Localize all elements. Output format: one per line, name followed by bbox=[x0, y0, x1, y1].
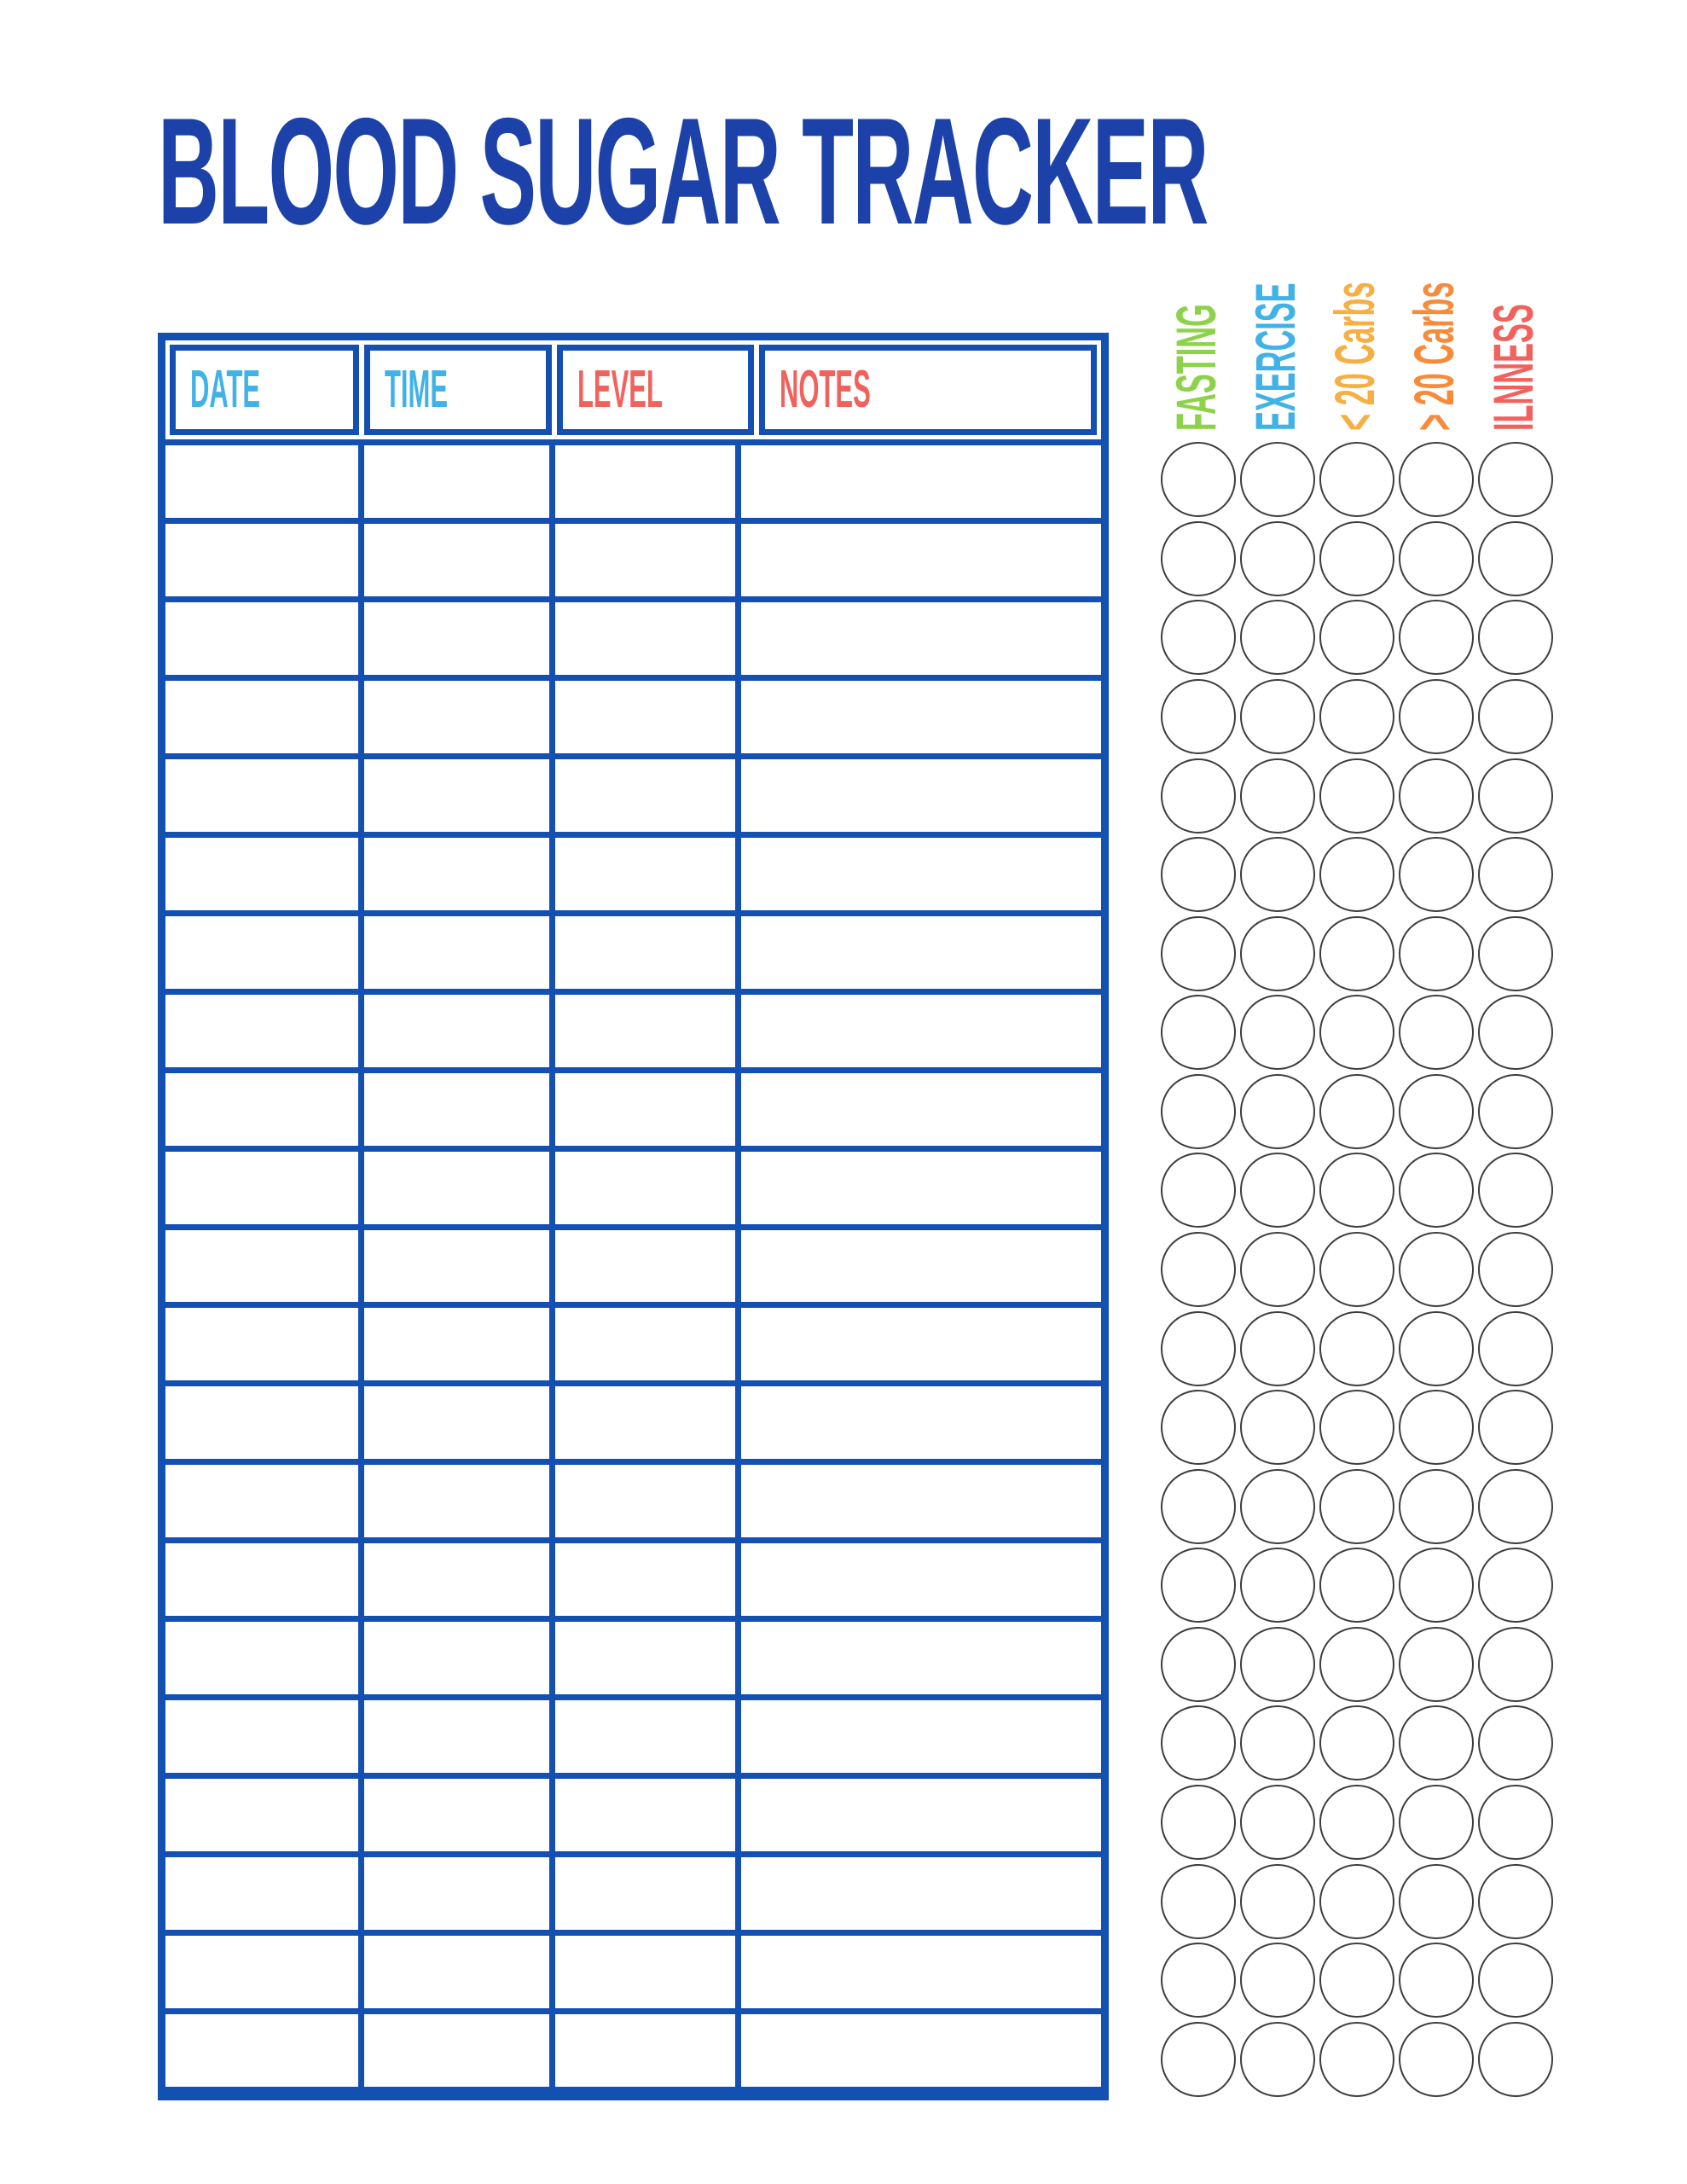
tracker-circle-lt-20-carbs[interactable] bbox=[1319, 837, 1394, 912]
tracker-circle-gt-20-carbs[interactable] bbox=[1399, 1232, 1474, 1307]
column-header-date bbox=[170, 345, 359, 435]
table-cell-notes[interactable] bbox=[735, 1308, 1101, 1380]
tracker-circle-gt-20-carbs[interactable] bbox=[1399, 995, 1474, 1070]
tracker-label-column-exercise bbox=[1238, 0, 1317, 431]
table-body bbox=[165, 439, 1101, 2093]
table-cell-level[interactable] bbox=[549, 838, 735, 910]
table-cell-time[interactable] bbox=[358, 759, 549, 832]
table-cell-level[interactable] bbox=[549, 759, 735, 832]
tracker-circle-gt-20-carbs[interactable] bbox=[1399, 1627, 1474, 1702]
table-cell-time[interactable] bbox=[358, 1152, 549, 1224]
table-cell-level[interactable] bbox=[549, 445, 735, 518]
tracker-circle-fasting[interactable] bbox=[1161, 521, 1236, 596]
tracker-column-labels bbox=[1158, 0, 1555, 431]
table-row bbox=[165, 445, 1101, 518]
table-cell-date[interactable] bbox=[165, 1230, 358, 1303]
table-cell-level[interactable] bbox=[549, 1700, 735, 1773]
table-cell-level[interactable] bbox=[549, 1622, 735, 1694]
tracker-circle-ilnness[interactable] bbox=[1478, 442, 1553, 517]
tracker-circle-gt-20-carbs[interactable] bbox=[1399, 1943, 1474, 2018]
tracker-circle-gt-20-carbs[interactable] bbox=[1399, 1074, 1474, 1149]
table-cell-time[interactable] bbox=[358, 1779, 549, 1851]
table-cell-time[interactable] bbox=[358, 838, 549, 910]
tracker-label-exercise: EXERCISE bbox=[1243, 282, 1307, 431]
tracker-circle-gt-20-carbs[interactable] bbox=[1399, 1469, 1474, 1544]
table-row bbox=[165, 1067, 1101, 1146]
table-cell-level[interactable] bbox=[549, 1936, 735, 2008]
tracker-circle-ilnness[interactable] bbox=[1478, 1390, 1553, 1465]
table-row bbox=[165, 753, 1101, 832]
tracker-circle-lt-20-carbs[interactable] bbox=[1319, 995, 1394, 1070]
tracker-circle-ilnness[interactable] bbox=[1478, 600, 1553, 675]
table-cell-time[interactable] bbox=[358, 1857, 549, 1930]
column-header-label-level: LEVEL bbox=[577, 360, 664, 419]
tracker-circle-lt-20-carbs[interactable] bbox=[1319, 1469, 1394, 1544]
table-row bbox=[165, 1537, 1101, 1616]
tracker-circle-lt-20-carbs[interactable] bbox=[1319, 1864, 1394, 1939]
column-header-label-notes: NOTES bbox=[780, 360, 871, 419]
tracker-circle-exercise[interactable] bbox=[1240, 521, 1315, 596]
table-cell-time[interactable] bbox=[358, 916, 549, 989]
column-header-label-date: DATE bbox=[190, 360, 261, 419]
table-cell-notes[interactable] bbox=[735, 602, 1101, 675]
table-row bbox=[165, 1773, 1101, 1851]
table-cell-notes[interactable] bbox=[735, 1543, 1101, 1616]
table-row bbox=[165, 832, 1101, 910]
table-cell-notes[interactable] bbox=[735, 1152, 1101, 1224]
table-cell-time[interactable] bbox=[358, 1465, 549, 1537]
table-cell-time[interactable] bbox=[358, 1308, 549, 1380]
tracker-circle-exercise[interactable] bbox=[1240, 1153, 1315, 1228]
table-cell-time[interactable] bbox=[358, 1386, 549, 1459]
tracker-label-gt-20-carbs: > 20 Carbs bbox=[1401, 282, 1465, 431]
tracker-circle-exercise[interactable] bbox=[1240, 1548, 1315, 1623]
blood-sugar-log-table bbox=[158, 333, 1109, 2100]
tracker-circle-fasting[interactable] bbox=[1161, 1943, 1236, 2018]
table-cell-notes[interactable] bbox=[735, 524, 1101, 596]
table-cell-notes[interactable] bbox=[735, 1700, 1101, 1773]
table-row bbox=[165, 1302, 1101, 1380]
table-cell-level[interactable] bbox=[549, 1152, 735, 1224]
tracker-circle-gt-20-carbs[interactable] bbox=[1399, 758, 1474, 834]
tracker-circle-exercise[interactable] bbox=[1240, 1469, 1315, 1544]
tracker-circle-lt-20-carbs[interactable] bbox=[1319, 1311, 1394, 1386]
tracker-circle-exercise[interactable] bbox=[1240, 995, 1315, 1070]
table-cell-time[interactable] bbox=[358, 995, 549, 1067]
tracker-circle-gt-20-carbs[interactable] bbox=[1399, 679, 1474, 754]
tracker-circle-lt-20-carbs[interactable] bbox=[1319, 1390, 1394, 1465]
table-row bbox=[165, 1616, 1101, 1694]
table-cell-date[interactable] bbox=[165, 1779, 358, 1851]
tracker-label-ilnness: ILNNESS bbox=[1481, 304, 1545, 431]
table-row bbox=[165, 1851, 1101, 1930]
table-cell-level[interactable] bbox=[549, 1230, 735, 1303]
table-cell-notes[interactable] bbox=[735, 1779, 1101, 1851]
table-cell-level[interactable] bbox=[549, 1308, 735, 1380]
column-header-label-time: TIME bbox=[384, 360, 448, 419]
table-cell-date[interactable] bbox=[165, 1622, 358, 1694]
tracker-circle-fasting[interactable] bbox=[1161, 1074, 1236, 1149]
tracker-circle-exercise[interactable] bbox=[1240, 1785, 1315, 1860]
table-cell-date[interactable] bbox=[165, 681, 358, 753]
tracker-circle-lt-20-carbs[interactable] bbox=[1319, 1074, 1394, 1149]
table-cell-level[interactable] bbox=[549, 1543, 735, 1616]
tracker-circle-exercise[interactable] bbox=[1240, 679, 1315, 754]
tracker-label-column-lt-20-carbs bbox=[1317, 0, 1396, 431]
tracker-circle-exercise[interactable] bbox=[1240, 1705, 1315, 1780]
table-row bbox=[165, 1146, 1101, 1224]
tracker-circle-lt-20-carbs[interactable] bbox=[1319, 1232, 1394, 1307]
tracker-circle-ilnness[interactable] bbox=[1478, 837, 1553, 912]
table-cell-date[interactable] bbox=[165, 1700, 358, 1773]
tracker-circle-lt-20-carbs[interactable] bbox=[1319, 521, 1394, 596]
tracker-circle-gt-20-carbs[interactable] bbox=[1399, 1153, 1474, 1228]
table-cell-time[interactable] bbox=[358, 524, 549, 596]
table-cell-level[interactable] bbox=[549, 1386, 735, 1459]
tracker-circle-fasting[interactable] bbox=[1161, 442, 1236, 517]
tracker-circle-exercise[interactable] bbox=[1240, 1232, 1315, 1307]
table-cell-time[interactable] bbox=[358, 1230, 549, 1303]
table-cell-time[interactable] bbox=[358, 1622, 549, 1694]
tracker-circle-ilnness[interactable] bbox=[1478, 1548, 1553, 1623]
table-cell-date[interactable] bbox=[165, 995, 358, 1067]
table-cell-date[interactable] bbox=[165, 1465, 358, 1537]
table-cell-time[interactable] bbox=[358, 1073, 549, 1146]
table-cell-date[interactable] bbox=[165, 838, 358, 910]
table-row bbox=[165, 1930, 1101, 2008]
table-cell-level[interactable] bbox=[549, 524, 735, 596]
table-cell-date[interactable] bbox=[165, 1857, 358, 1930]
table-row bbox=[165, 1224, 1101, 1303]
column-header-time bbox=[364, 345, 553, 435]
table-cell-time[interactable] bbox=[358, 1700, 549, 1773]
tracker-circle-exercise[interactable] bbox=[1240, 837, 1315, 912]
tracker-circle-fasting[interactable] bbox=[1161, 1785, 1236, 1860]
table-cell-date[interactable] bbox=[165, 1152, 358, 1224]
tracker-circle-ilnness[interactable] bbox=[1478, 1153, 1553, 1228]
table-cell-date[interactable] bbox=[165, 1386, 358, 1459]
tracker-circle-gt-20-carbs[interactable] bbox=[1399, 442, 1474, 517]
tracker-circle-lt-20-carbs[interactable] bbox=[1319, 1548, 1394, 1623]
tracker-circle-fasting[interactable] bbox=[1161, 1153, 1236, 1228]
tracker-circle-fasting[interactable] bbox=[1161, 1627, 1236, 1702]
tracker-circle-fasting[interactable] bbox=[1161, 1864, 1236, 1939]
table-row bbox=[165, 989, 1101, 1067]
tracker-circle-fasting[interactable] bbox=[1161, 995, 1236, 1070]
table-cell-notes[interactable] bbox=[735, 1230, 1101, 1303]
page-title: BLOOD SUGAR TRACKER bbox=[158, 86, 1208, 256]
tracker-circle-exercise[interactable] bbox=[1240, 2022, 1315, 2097]
tracker-circle-ilnness[interactable] bbox=[1478, 1864, 1553, 1939]
table-cell-time[interactable] bbox=[358, 1936, 549, 2008]
tracker-circle-ilnness[interactable] bbox=[1478, 521, 1553, 596]
tracker-circle-exercise[interactable] bbox=[1240, 1943, 1315, 2018]
table-cell-date[interactable] bbox=[165, 2014, 358, 2087]
table-cell-notes[interactable] bbox=[735, 1936, 1101, 2008]
tracker-circle-gt-20-carbs[interactable] bbox=[1399, 1864, 1474, 1939]
tracker-circle-exercise[interactable] bbox=[1240, 1311, 1315, 1386]
tracker-label-fasting: FASTING bbox=[1163, 304, 1227, 431]
table-cell-notes[interactable] bbox=[735, 1622, 1101, 1694]
tracker-circle-fasting[interactable] bbox=[1161, 1311, 1236, 1386]
table-cell-time[interactable] bbox=[358, 681, 549, 753]
tracker-circle-lt-20-carbs[interactable] bbox=[1319, 916, 1394, 991]
tracker-label-lt-20-carbs: < 20 Carbs bbox=[1322, 282, 1386, 431]
table-cell-level[interactable] bbox=[549, 1779, 735, 1851]
tracker-circle-fasting[interactable] bbox=[1161, 600, 1236, 675]
tracker-circle-lt-20-carbs[interactable] bbox=[1319, 758, 1394, 834]
table-cell-notes[interactable] bbox=[735, 2014, 1101, 2087]
tracker-circle-ilnness[interactable] bbox=[1478, 1311, 1553, 1386]
table-cell-level[interactable] bbox=[549, 602, 735, 675]
tracker-circle-grid bbox=[1158, 440, 1555, 2099]
table-cell-notes[interactable] bbox=[735, 1386, 1101, 1459]
tracker-circle-exercise[interactable] bbox=[1240, 600, 1315, 675]
tracker-circle-fasting[interactable] bbox=[1161, 1390, 1236, 1465]
tracker-circle-gt-20-carbs[interactable] bbox=[1399, 1548, 1474, 1623]
tracker-circle-ilnness[interactable] bbox=[1478, 679, 1553, 754]
table-row bbox=[165, 910, 1101, 989]
table-cell-date[interactable] bbox=[165, 1308, 358, 1380]
tracker-circle-gt-20-carbs[interactable] bbox=[1399, 916, 1474, 991]
table-cell-notes[interactable] bbox=[735, 838, 1101, 910]
tracker-circle-lt-20-carbs[interactable] bbox=[1319, 600, 1394, 675]
table-cell-time[interactable] bbox=[358, 1543, 549, 1616]
tracker-circle-fasting[interactable] bbox=[1161, 1548, 1236, 1623]
table-cell-notes[interactable] bbox=[735, 759, 1101, 832]
table-row bbox=[165, 1694, 1101, 1773]
tracker-circle-ilnness[interactable] bbox=[1478, 1943, 1553, 2018]
table-cell-date[interactable] bbox=[165, 916, 358, 989]
tracker-circle-ilnness[interactable] bbox=[1478, 1785, 1553, 1860]
tracker-circle-lt-20-carbs[interactable] bbox=[1319, 1627, 1394, 1702]
tracker-circle-exercise[interactable] bbox=[1240, 1864, 1315, 1939]
tracker-circle-fasting[interactable] bbox=[1161, 837, 1236, 912]
table-cell-date[interactable] bbox=[165, 445, 358, 518]
column-header-level bbox=[557, 345, 754, 435]
tracker-circle-exercise[interactable] bbox=[1240, 1074, 1315, 1149]
table-cell-level[interactable] bbox=[549, 2014, 735, 2087]
table-cell-notes[interactable] bbox=[735, 681, 1101, 753]
tracker-circle-ilnness[interactable] bbox=[1478, 1705, 1553, 1780]
tracker-circle-lt-20-carbs[interactable] bbox=[1319, 442, 1394, 517]
tracker-circle-exercise[interactable] bbox=[1240, 758, 1315, 834]
tracker-circle-exercise[interactable] bbox=[1240, 1390, 1315, 1465]
tracker-circle-fasting[interactable] bbox=[1161, 679, 1236, 754]
tracker-circle-fasting[interactable] bbox=[1161, 758, 1236, 834]
tracker-circle-gt-20-carbs[interactable] bbox=[1399, 1390, 1474, 1465]
tracker-circle-exercise[interactable] bbox=[1240, 442, 1315, 517]
tracker-circle-lt-20-carbs[interactable] bbox=[1319, 1153, 1394, 1228]
tracker-circle-fasting[interactable] bbox=[1161, 916, 1236, 991]
tracker-circle-gt-20-carbs[interactable] bbox=[1399, 1785, 1474, 1860]
tracker-label-column-fasting bbox=[1158, 0, 1238, 431]
tracker-circle-ilnness[interactable] bbox=[1478, 1627, 1553, 1702]
tracker-circle-fasting[interactable] bbox=[1161, 2022, 1236, 2097]
tracker-circle-fasting[interactable] bbox=[1161, 1232, 1236, 1307]
tracker-circle-gt-20-carbs[interactable] bbox=[1399, 1705, 1474, 1780]
tracker-circle-lt-20-carbs[interactable] bbox=[1319, 1943, 1394, 2018]
tracker-circle-ilnness[interactable] bbox=[1478, 1469, 1553, 1544]
table-row bbox=[165, 1380, 1101, 1459]
tracker-circle-ilnness[interactable] bbox=[1478, 995, 1553, 1070]
tracker-circle-fasting[interactable] bbox=[1161, 1705, 1236, 1780]
tracker-circle-ilnness[interactable] bbox=[1478, 1074, 1553, 1149]
table-cell-notes[interactable] bbox=[735, 995, 1101, 1067]
tracker-circle-gt-20-carbs[interactable] bbox=[1399, 837, 1474, 912]
tracker-circle-exercise[interactable] bbox=[1240, 916, 1315, 991]
table-cell-notes[interactable] bbox=[735, 916, 1101, 989]
table-row bbox=[165, 675, 1101, 753]
tracker-circle-ilnness[interactable] bbox=[1478, 758, 1553, 834]
tracker-circle-ilnness[interactable] bbox=[1478, 1232, 1553, 1307]
table-row bbox=[165, 518, 1101, 596]
tracker-circle-lt-20-carbs[interactable] bbox=[1319, 2022, 1394, 2097]
tracker-circle-gt-20-carbs[interactable] bbox=[1399, 1311, 1474, 1386]
table-cell-date[interactable] bbox=[165, 524, 358, 596]
table-cell-notes[interactable] bbox=[735, 1857, 1101, 1930]
table-cell-time[interactable] bbox=[358, 445, 549, 518]
tracker-circle-lt-20-carbs[interactable] bbox=[1319, 1705, 1394, 1780]
table-cell-date[interactable] bbox=[165, 1936, 358, 2008]
tracker-circle-fasting[interactable] bbox=[1161, 1469, 1236, 1544]
tracker-circle-ilnness[interactable] bbox=[1478, 916, 1553, 991]
tracker-circle-lt-20-carbs[interactable] bbox=[1319, 1785, 1394, 1860]
table-row bbox=[165, 596, 1101, 675]
table-cell-notes[interactable] bbox=[735, 445, 1101, 518]
table-cell-date[interactable] bbox=[165, 759, 358, 832]
table-cell-level[interactable] bbox=[549, 681, 735, 753]
tracker-circle-exercise[interactable] bbox=[1240, 1627, 1315, 1702]
table-cell-date[interactable] bbox=[165, 602, 358, 675]
tracker-label-column-ilnness bbox=[1475, 0, 1555, 431]
table-cell-notes[interactable] bbox=[735, 1465, 1101, 1537]
table-header-row bbox=[170, 345, 1097, 435]
table-cell-level[interactable] bbox=[549, 1073, 735, 1146]
tracker-circle-gt-20-carbs[interactable] bbox=[1399, 600, 1474, 675]
table-cell-date[interactable] bbox=[165, 1073, 358, 1146]
table-row bbox=[165, 2008, 1101, 2087]
table-row bbox=[165, 1459, 1101, 1537]
table-cell-level[interactable] bbox=[549, 1857, 735, 1930]
table-cell-level[interactable] bbox=[549, 916, 735, 989]
table-cell-notes[interactable] bbox=[735, 1073, 1101, 1146]
tracker-circle-lt-20-carbs[interactable] bbox=[1319, 679, 1394, 754]
table-cell-time[interactable] bbox=[358, 602, 549, 675]
table-cell-time[interactable] bbox=[358, 2014, 549, 2087]
tracker-circle-gt-20-carbs[interactable] bbox=[1399, 521, 1474, 596]
table-cell-level[interactable] bbox=[549, 1465, 735, 1537]
column-header-notes bbox=[759, 345, 1097, 435]
table-cell-level[interactable] bbox=[549, 995, 735, 1067]
table-cell-date[interactable] bbox=[165, 1543, 358, 1616]
tracker-circle-gt-20-carbs[interactable] bbox=[1399, 2022, 1474, 2097]
tracker-circle-ilnness[interactable] bbox=[1478, 2022, 1553, 2097]
tracker-label-column-gt-20-carbs bbox=[1396, 0, 1475, 431]
